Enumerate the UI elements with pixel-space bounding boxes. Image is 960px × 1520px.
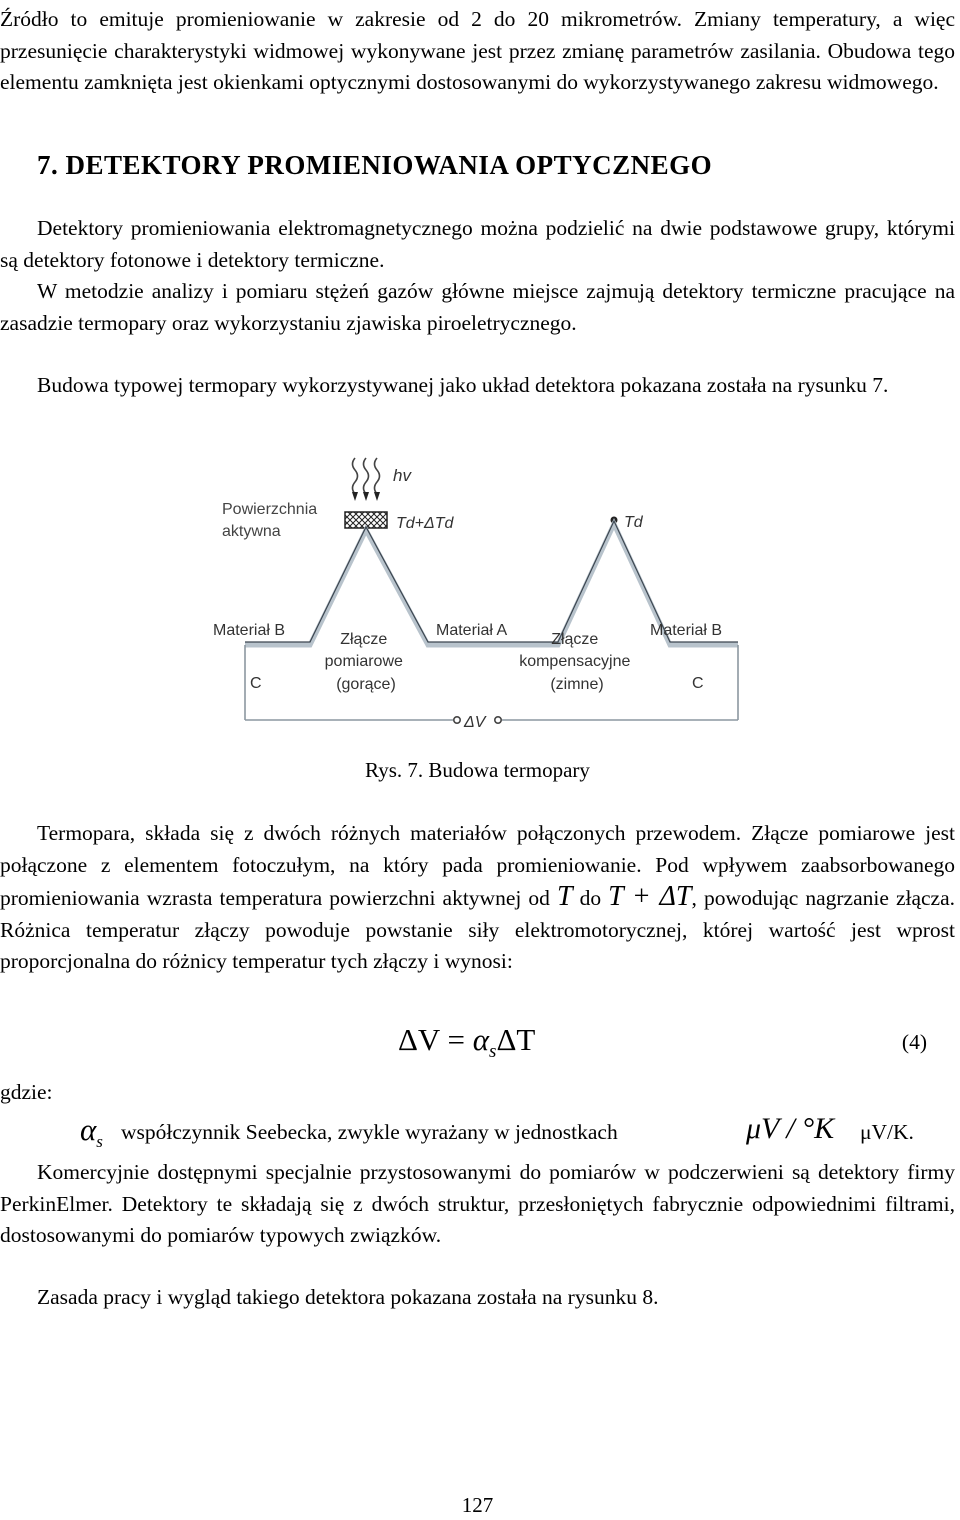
equation-4 — [0, 1022, 955, 1066]
measuring-junction-label: Złącze pomiarowe (gorące) — [324, 631, 403, 693]
paragraph-detector-groups: Detektory promieniowania elektromagnetycznego można podzielić na dwie podstawowe grupy, którymi są detektory fotonowe i detektory termiczne. — [0, 216, 955, 272]
symbol-t: T — [556, 881, 573, 912]
material-a-label: Materiał A — [436, 622, 508, 639]
td-dt-label: Td+ΔTd — [396, 515, 454, 532]
seebeck-unit-text: μV/K. — [860, 1120, 914, 1144]
seebeck-definition — [0, 1112, 960, 1156]
paragraph-figure-reference: Budowa typowej termopary wykorzystywanej jako układ detektora pokazana została na rysunku 7. — [37, 373, 889, 397]
paragraph-perkinelmer: Komercyjnie dostępnymi specjalnie przystosowanymi do pomiarów w podczerwieni są detektory firmy PerkinElmer. Detektory te składają się z dwóch struktur, przesłoniętych fabrycznie odpowiednimi filtrami, dostosowanymi do pomiarów typowych związków. — [0, 1160, 955, 1247]
material-b-left-label: Materiał B — [213, 622, 286, 639]
symbol-t-plus-dt: T + ΔT — [608, 881, 692, 912]
where-label: gdzie: — [0, 1080, 53, 1104]
measurement-circuit — [245, 645, 738, 723]
seebeck-definition-text: współczynnik Seebecka, zwykle wyrażany w jednostkach — [121, 1120, 618, 1144]
c-right-label: C — [692, 675, 704, 692]
radiation-waves-icon — [353, 458, 380, 494]
active-surface-label: Powierzchnia aktywna — [222, 501, 318, 540]
seebeck-formula: $\Delta V = \alpha_s\Delta T$ — [398, 1022, 536, 1063]
page-number: 127 — [461, 1493, 494, 1517]
seebeck-unit-math: μV / °K — [746, 1112, 835, 1145]
section-heading: 7. DETEKTORY PROMIENIOWANIA OPTYCZNEGO — [37, 150, 713, 180]
paragraph-thermal-detectors: W metodzie analizy i pomiaru stężeń gazów główne miejsce zajmują detektory termiczne pracujące na zasadzie termopary oraz wykorzystaniu zjawiska piroeletrycznego. — [0, 279, 955, 335]
delta-v-label: ΔV — [464, 714, 486, 731]
intro-paragraph: Źródło to emituje promieniowanie w zakresie od 2 do 20 mikrometrów. Zmiany temperatury, a więc przesunięcie charakterystyki widmowej wykonywane jest przez zmianę parametrów zasilania. Obudowa tego elementu zamknięta jest okienkami optycznymi dostosowanymi do wykorzystywanego zakresu widmowego. — [0, 7, 955, 94]
figure-caption: Rys. 7. Budowa termopary — [365, 758, 590, 782]
equation-number: (4) — [901, 1030, 927, 1054]
paragraph-thermocouple-description: Termopara, składa się z dwóch różnych materiałów połączonych przewodem. Złącze pomiarowe jest połączone z elementem fotoczułym, na który pada promieniowanie. Pod wpływem zaabsorbowanego promieniowania wzrasta temperatura powierzchni aktywnej od T do T + ΔT, powodując nagrzanie złącza. Różnica temperatur złączy powoduje powstanie siły elektromotorycznej, której wartość jest wprost proporcjonalna do różnicy temperatur tych złączy i wynosi: — [0, 821, 956, 973]
material-b-right-label: Materiał B — [650, 622, 723, 639]
c-left-label: C — [250, 675, 262, 692]
td-label: Td — [624, 514, 643, 531]
radiation-arrows-icon — [352, 492, 380, 501]
hv-label: hv — [393, 466, 411, 485]
compensating-junction-label: Złącze kompensacyjne (zimne) — [519, 631, 631, 693]
alpha-symbol: $\alpha_s$ — [80, 1112, 103, 1152]
paragraph-figure-8-reference: Zasada pracy i wygląd takiego detektora pokazana została na rysunku 8. — [37, 1285, 659, 1309]
thermocouple-figure — [200, 448, 760, 748]
